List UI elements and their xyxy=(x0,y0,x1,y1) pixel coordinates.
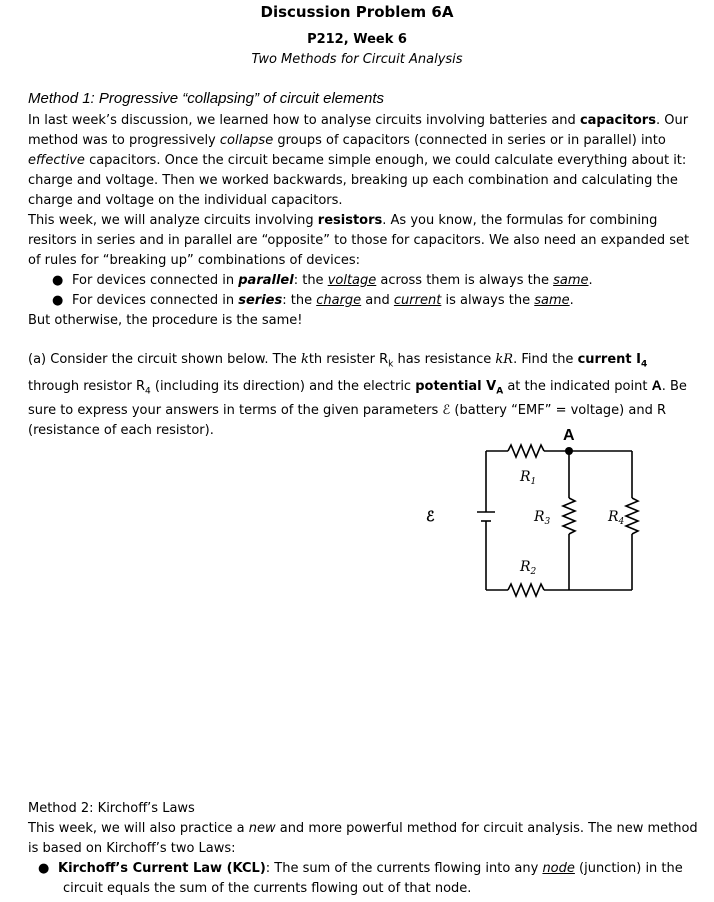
page-title: Discussion Problem 6A xyxy=(260,3,454,21)
bullet-icon: ● xyxy=(38,861,50,876)
list-item: ● For devices connected in series: the charge and current is always the same. xyxy=(52,291,574,311)
bullet-icon: ● xyxy=(52,273,64,288)
course-week: P212, Week 6 xyxy=(307,32,407,47)
r1-label: $R_1$ xyxy=(520,469,537,487)
list-item: ● For devices connected in parallel: the voltage across them is always the same. xyxy=(52,271,593,291)
list-item: ● Kirchoff’s Current Law (KCL): The sum of the currents flowing into any node (junction) in the xyxy=(38,859,698,879)
text-line: This week, we will also practice a new and more powerful method for circuit analysis. The new method xyxy=(28,821,698,836)
text-line: circuit equals the sum of the currents flowing out of that node. xyxy=(63,881,472,896)
text-line: charge and voltage. Then we worked backwards, breaking up each combination and calculating the xyxy=(28,173,678,188)
method2-heading: Method 2: Kirchoff’s Laws xyxy=(28,801,195,816)
page-subtitle: Two Methods for Circuit Analysis xyxy=(251,52,463,67)
point-a-label: A xyxy=(563,427,575,444)
text-line: This week, we will analyze circuits involving resistors. As you know, the formulas for combining xyxy=(28,213,658,228)
text-line: charge and voltage on the individual capacitors. xyxy=(28,193,343,208)
method1-closing: But otherwise, the procedure is the same! xyxy=(28,313,303,328)
r4-label: $R_4$ xyxy=(608,509,625,527)
text-line: sure to express your answers in terms of the given parameters ℰ (battery “EMF” = voltage) and R xyxy=(28,403,667,419)
r3-label: $R_3$ xyxy=(534,509,551,527)
text-line: of rules for “breaking up” combinations of devices: xyxy=(28,253,361,268)
text-line: (a) Consider the circuit shown below. The kth resister $R_k$ has resistance kR. Find the current $I_4$ xyxy=(28,352,648,370)
r2-label: $R_2$ xyxy=(520,559,537,577)
resistor-r4 xyxy=(626,498,638,534)
text-line: (resistance of each resistor). xyxy=(28,423,214,439)
text-line: is based on Kirchoff’s two Laws: xyxy=(28,841,236,856)
method1-heading: Method 1: Progressive “collapsing” of circuit elements xyxy=(28,90,384,107)
bullet-icon: ● xyxy=(52,293,64,308)
node-a-dot xyxy=(565,447,573,455)
resistor-r1 xyxy=(508,445,544,457)
text-line: In last week’s discussion, we learned how to analyse circuits involving batteries and capacitors. Our xyxy=(28,113,689,128)
emf-label: ℰ xyxy=(426,509,435,525)
text-line: method was to progressively collapse groups of capacitors (connected in series or in parallel) into xyxy=(28,133,666,148)
method2-section xyxy=(28,799,700,859)
text-line: resitors in series and in parallel are “opposite” to those for capacitors. We also need an expanded set xyxy=(28,233,690,248)
text-line: effective capacitors. Once the circuit became simple enough, we could calculate everything about it: xyxy=(28,153,687,168)
resistor-r2 xyxy=(508,584,544,596)
resistor-r3 xyxy=(563,498,575,534)
text-line: through resistor $R_4$ (including its direction) and the electric potential $V_A$ at the indicated point A. Be xyxy=(28,376,687,397)
